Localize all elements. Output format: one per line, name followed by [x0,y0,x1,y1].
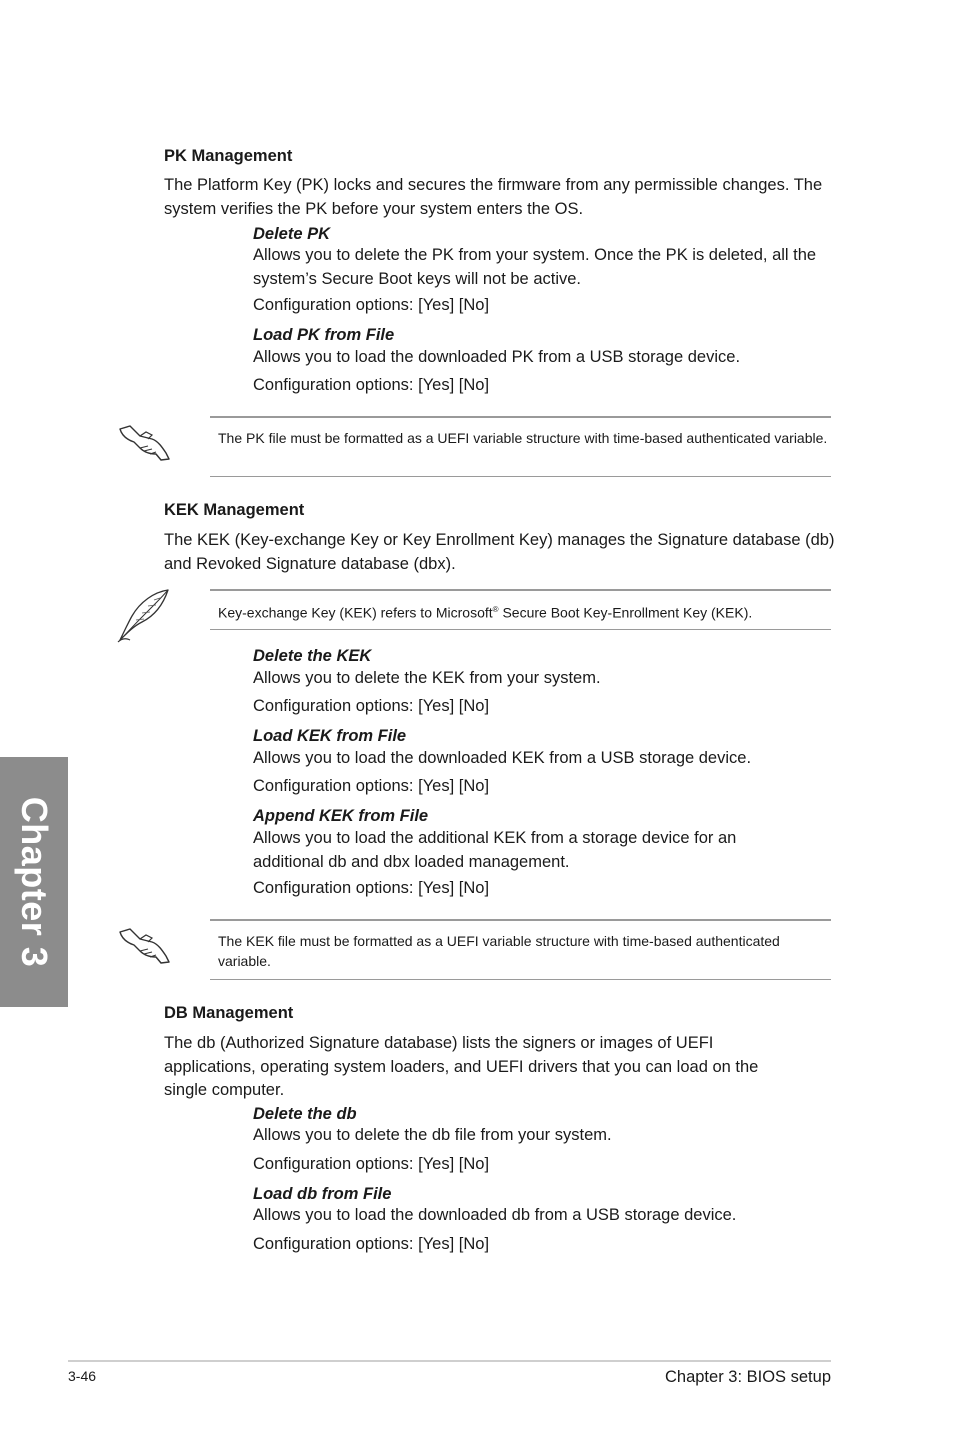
item-config: Configuration options: [Yes] [No] [253,376,490,394]
page-number: 3-46 [68,1368,97,1384]
item-desc: Allows you to delete the db file from your system. [253,1126,612,1144]
footer-chapter-title: Chapter 3: BIOS setup [664,1368,831,1386]
item-desc: Allows you to load the additional KEK from a storage device for an additional db and dbx loaded management. [253,829,737,871]
pk-intro: The Platform Key (PK) locks and secures the firmware from any permissible changes. The system verifies the PK before your system enters the OS. [164,176,823,218]
note-divider [210,629,831,630]
chapter-tab-label: Chapter 3 [14,796,55,968]
note-divider [210,589,831,591]
item-desc: Allows you to load the downloaded db from a USB storage device. [253,1206,737,1224]
caution-note-text: The PK file must be formatted as a UEFI variable structure with time-based authenticated variable. [218,430,828,446]
hand-pointing-icon [116,926,172,966]
item-title: Delete the db [253,1105,357,1123]
info-note-text-part: Key-exchange Key (KEK) refers to Microsoft [218,604,493,621]
footer-divider [68,1360,831,1362]
caution-note-text: The KEK file must be formatted as a UEFI variable structure with time-based authenticated variable. [218,933,780,969]
hand-pointing-icon [116,423,172,463]
chapter-side-tab [0,757,68,1007]
quill-pen-icon [114,588,172,644]
item-desc: Allows you to delete the PK from your system. Once the PK is deleted, all the system’s Secure Boot keys will not be active. [253,246,817,288]
item-desc: Allows you to delete the KEK from your system. [253,669,601,687]
registered-mark: ® [492,605,499,614]
kek-heading: KEK Management [164,501,305,519]
item-title: Append KEK from File [253,807,429,825]
item-title: Load PK from File [253,326,395,344]
note-divider [210,979,831,980]
info-note-text-part: Secure Boot Key-Enrollment Key (KEK). [498,604,753,621]
item-desc: Allows you to load the downloaded PK from a USB storage device. [253,348,741,366]
item-config: Configuration options: [Yes] [No] [253,697,490,715]
note-divider [210,476,831,477]
item-title: Delete the KEK [253,647,372,665]
item-config: Configuration options: [Yes] [No] [253,777,490,795]
item-title: Load KEK from File [253,727,407,745]
pk-heading: PK Management [164,147,293,165]
item-config: Configuration options: [Yes] [No] [253,879,490,897]
item-title: Delete PK [253,225,331,243]
note-divider [210,919,831,921]
item-desc: Allows you to load the downloaded KEK from a USB storage device. [253,749,752,767]
item-config: Configuration options: [Yes] [No] [253,1155,490,1173]
kek-intro: The KEK (Key-exchange Key or Key Enrollment Key) manages the Signature database (db) and Revoked Signature database (dbx). [164,531,835,573]
db-intro: The db (Authorized Signature database) lists the signers or images of UEFI applications, operating system loaders, and UEFI drivers that you can load on the single computer. [164,1034,759,1099]
db-heading: DB Management [164,1004,294,1022]
item-config: Configuration options: [Yes] [No] [253,296,490,314]
item-title: Load db from File [253,1185,392,1203]
note-divider [210,416,831,418]
info-note-text [218,600,830,623]
item-config: Configuration options: [Yes] [No] [253,1235,490,1253]
